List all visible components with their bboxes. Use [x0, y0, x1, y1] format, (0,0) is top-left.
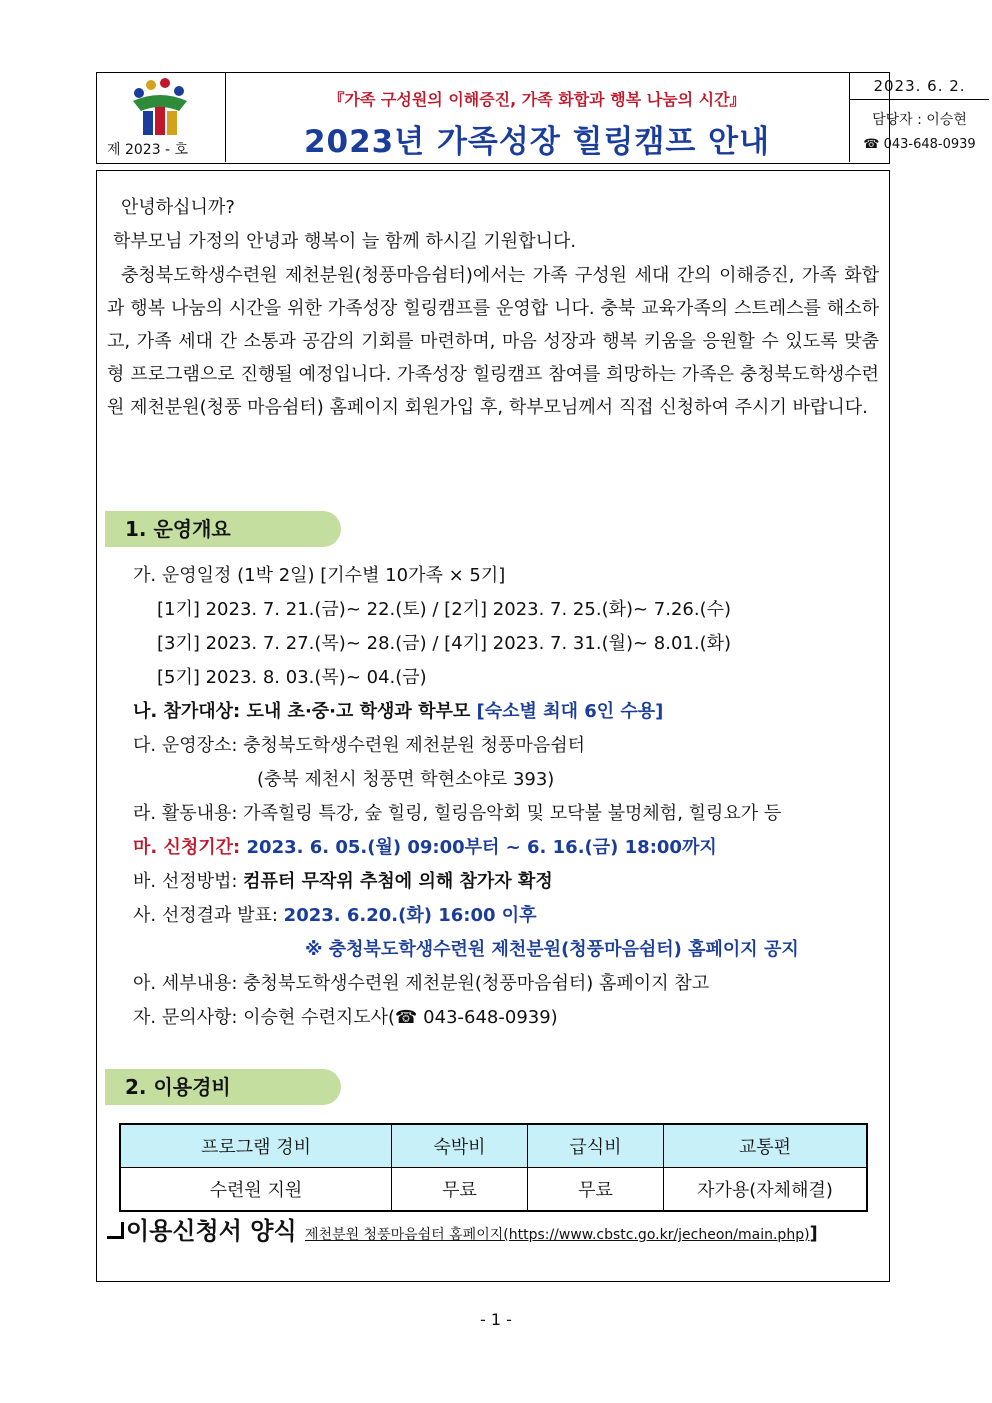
item-inquiry: 자. 문의사항: 이승현 수련지도사(☎ 043-648-0939)	[133, 1007, 558, 1028]
intro-paragraph: 충청북도학생수련원 제천분원(청풍마음쉼터)에서는 가족 구성원 세대 간의 이해증진, 가족 화합과 행복 나눔의 시간을 위한 가족성장 힐링캠프를 운영합 니다. 충북 교육가족의 스트레스를 해소하고, 가족 세대 간 소통과 공감의 기회를 마련하며, 마음 성장과 행복 키움을 응원할 수 있도록 맞춤형 프로그램으로 진행될 예정입니다. 가족성장 힐링캠프 참여를 희망하는 가족은 충청북도학생수련원 제천분원(청풍 마음쉼터) 홈페이지 회원가입 후, 학부모님께서 직접 신청하여 주시기 바랍니다.	[107, 265, 879, 418]
wish-text: 학부모님 가정의 안녕과 행복이 늘 함께 하시길 기원합니다.	[113, 231, 577, 252]
cell-lodging: 무료	[392, 1168, 528, 1212]
application-form-label: 이용신청서 양식	[126, 1217, 297, 1245]
logo-cell	[97, 73, 226, 162]
section-heading-cost: 2. 이용경비	[105, 1069, 341, 1105]
item-selection-method	[133, 867, 553, 893]
page-number: - 1 -	[480, 1310, 512, 1329]
cell-program-cost: 수련원 지원	[120, 1168, 392, 1212]
item-schedule: 가. 운영일정 (1박 2일) [기수별 10가족 × 5기]	[133, 565, 506, 586]
cost-table	[119, 1123, 868, 1212]
homepage-link[interactable]: 제천분원 청풍마음쉼터 홈페이지(https://www.cbstc.go.kr/jecheon/main.php)	[305, 1227, 810, 1243]
corner-bracket-icon	[107, 1222, 124, 1239]
result-value: 2023. 6.20.(화) 16:00 이후	[283, 905, 537, 926]
result-note: ※ 충청북도학생수련원 제천분원(청풍마음쉼터) 홈페이지 공지	[305, 939, 799, 960]
participants-note: [숙소별 최대 6인 수용]	[476, 701, 664, 722]
schedule-line-2: [3기] 2023. 7. 27.(목)~ 28.(금) / [4기] 2023. 7. 31.(월)~ 8.01.(화)	[157, 633, 732, 654]
item-result-announcement	[133, 901, 537, 927]
header-subtitle: 『가족 구성원의 이해증진, 가족 화합과 행복 나눔의 시간』	[328, 90, 746, 109]
document-header	[96, 72, 976, 164]
cell-transport: 자가용(자체해결)	[664, 1168, 868, 1212]
result-label: 사. 선정결과 발표:	[133, 905, 284, 926]
schedule-line-3: [5기] 2023. 8. 03.(목)~ 04.(금)	[157, 667, 427, 688]
item-application-period	[133, 833, 717, 859]
contact-phone: ☎ 043-648-0939	[863, 137, 976, 152]
header-lodging: 숙박비	[392, 1124, 528, 1168]
application-period-label: 마. 신청기간:	[133, 837, 247, 858]
selection-method-label: 바. 선정방법:	[133, 871, 244, 892]
selection-method-value: 컴퓨터 무작위 추첨에 의해 참가자 확정	[243, 871, 553, 892]
header-program-cost: 프로그램 경비	[120, 1124, 392, 1168]
doc-number: 제 2023 - 호	[107, 142, 189, 158]
school-emblem-icon	[127, 77, 193, 139]
schedule-line-1: [1기] 2023. 7. 21.(금)~ 22.(토) / [2기] 2023. 7. 25.(화)~ 7.26.(수)	[157, 599, 732, 620]
venue-address: (충북 제천시 청풍면 학현소야로 393)	[257, 769, 555, 790]
item-venue: 다. 운영장소: 충청북도학생수련원 제천분원 청풍마음쉼터	[133, 735, 585, 756]
cost-table-header	[120, 1124, 867, 1168]
section-heading-overview: 1. 운영개요	[105, 511, 341, 547]
cell-meals: 무료	[528, 1168, 664, 1212]
document-body	[96, 170, 890, 1282]
application-period-value: 2023. 6. 05.(월) 09:00부터 ~ 6. 16.(금) 18:00까지	[246, 837, 717, 858]
doc-date: 2023. 6. 2.	[850, 73, 989, 100]
page-title: 2023년 가족성장 힐링캠프 안내	[303, 124, 771, 160]
application-form-line: 이용신청서 양식 제천분원 청풍마음쉼터 홈페이지(https://www.cbstc.go.kr/jecheon/main.php)]	[107, 1211, 818, 1246]
contact-person: 담당자 : 이승현	[872, 112, 967, 128]
table-row	[120, 1168, 867, 1212]
greeting: 안녕하십니까?	[121, 197, 235, 218]
participants-text: 나. 참가대상: 도내 초·중·고 학생과 학부모	[133, 701, 477, 722]
item-details: 아. 세부내용: 충청북도학생수련원 제천분원(청풍마음쉼터) 홈페이지 참고	[133, 973, 710, 994]
header-meals: 급식비	[528, 1124, 664, 1168]
header-info-cell	[849, 73, 989, 162]
item-participants	[133, 697, 663, 723]
header-title-cell	[225, 73, 849, 162]
header-transport: 교통편	[664, 1124, 868, 1168]
item-activities: 라. 활동내용: 가족힐링 특강, 숲 힐링, 힐링음악회 및 모닥불 불멍체험, 힐링요가 등	[133, 803, 782, 824]
